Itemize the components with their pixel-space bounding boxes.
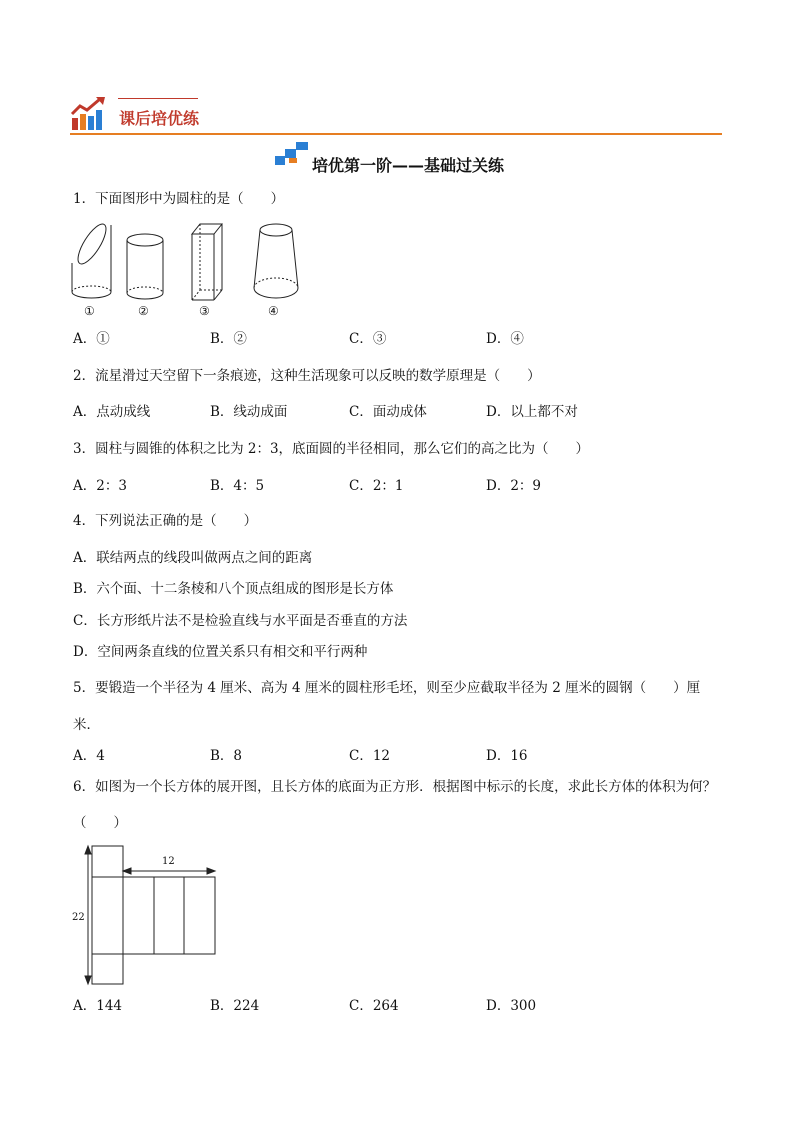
dimension-label-22: 22 bbox=[72, 912, 85, 923]
question-6-net-figure bbox=[70, 840, 220, 990]
header-logo bbox=[70, 96, 108, 132]
question-5-stem: 5．要锻造一个半径为 4 厘米、高为 4 厘米的圆柱形毛坯，则至少应截取半径为 2 厘米的圆钢（ ）厘 bbox=[73, 680, 701, 696]
q1-option-b[interactable]: B．② bbox=[210, 331, 247, 347]
figure-label-1: ① bbox=[84, 304, 95, 318]
q4-option-b[interactable]: B．六个面、十二条棱和八个顶点组成的图形是长方体 bbox=[73, 581, 394, 597]
figure-label-2: ② bbox=[138, 304, 149, 318]
chart-growth-icon bbox=[70, 96, 108, 132]
question-6-stem: 6．如图为一个长方体的展开图，且长方体的底面为正方形．根据图中标示的长度，求此长方体的体积为何？ bbox=[73, 779, 717, 795]
q6-option-c[interactable]: C．264 bbox=[349, 998, 399, 1014]
q3-option-d[interactable]: D．2：9 bbox=[486, 478, 542, 494]
question-6-stem-cont: （ ） bbox=[73, 815, 127, 831]
q2-option-d[interactable]: D．以上都不对 bbox=[486, 404, 578, 420]
q1-option-d[interactable]: D．④ bbox=[486, 331, 524, 347]
q4-option-c[interactable]: C．长方形纸片法不是检验直线与水平面是否垂直的方法 bbox=[73, 613, 408, 629]
figure-label-4: ④ bbox=[268, 304, 279, 318]
q6-option-d[interactable]: D．300 bbox=[486, 998, 537, 1014]
q2-option-c[interactable]: C．面动成体 bbox=[349, 404, 427, 420]
cylinder-shape bbox=[127, 234, 163, 299]
q2-option-a[interactable]: A．点动成线 bbox=[73, 404, 151, 420]
slanted-cylinder-shape bbox=[72, 220, 111, 298]
q4-option-d[interactable]: D．空间两条直线的位置关系只有相交和平行两种 bbox=[73, 644, 368, 660]
header-title-underline bbox=[118, 98, 198, 99]
q4-option-a[interactable]: A．联结两点的线段叫做两点之间的距离 bbox=[73, 550, 313, 566]
frustum-shape bbox=[254, 224, 298, 298]
steps-icon bbox=[275, 142, 309, 166]
page-header-title: 课后培优练 bbox=[119, 109, 200, 128]
question-2-stem: 2．流星滑过天空留下一条痕迹，这种生活现象可以反映的数学原理是（ ） bbox=[73, 368, 541, 384]
question-1-stem: 1．下面图形中为圆柱的是（ ） bbox=[73, 191, 285, 207]
q6-option-a[interactable]: A．144 bbox=[73, 998, 123, 1014]
q6-option-b[interactable]: B．224 bbox=[210, 998, 260, 1014]
q5-option-d[interactable]: D．16 bbox=[486, 748, 528, 764]
question-5-stem-cont: 米． bbox=[73, 717, 100, 733]
q5-option-a[interactable]: A．4 bbox=[73, 748, 105, 764]
q1-option-c[interactable]: C．③ bbox=[349, 331, 387, 347]
q2-option-b[interactable]: B．线动成面 bbox=[210, 404, 288, 420]
question-3-stem: 3．圆柱与圆锥的体积之比为 2：3，底面圆的半径相同，那么它们的高之比为（ ） bbox=[73, 441, 590, 457]
q3-option-c[interactable]: C．2：1 bbox=[349, 478, 404, 494]
dimension-label-12: 12 bbox=[162, 856, 175, 867]
header-rule bbox=[70, 133, 722, 135]
question-4-stem: 4．下列说法正确的是（ ） bbox=[73, 513, 258, 529]
q3-option-a[interactable]: A．2：3 bbox=[73, 478, 127, 494]
q1-option-a[interactable]: A．① bbox=[73, 331, 110, 347]
section-title: 培优第一阶——基础过关练 bbox=[312, 156, 505, 175]
q3-option-b[interactable]: B．4：5 bbox=[210, 478, 265, 494]
q5-option-c[interactable]: C．12 bbox=[349, 748, 391, 764]
prism-shape bbox=[192, 224, 222, 300]
q5-option-b[interactable]: B．8 bbox=[210, 748, 243, 764]
section-icon bbox=[275, 142, 309, 166]
figure-label-3: ③ bbox=[199, 304, 210, 318]
